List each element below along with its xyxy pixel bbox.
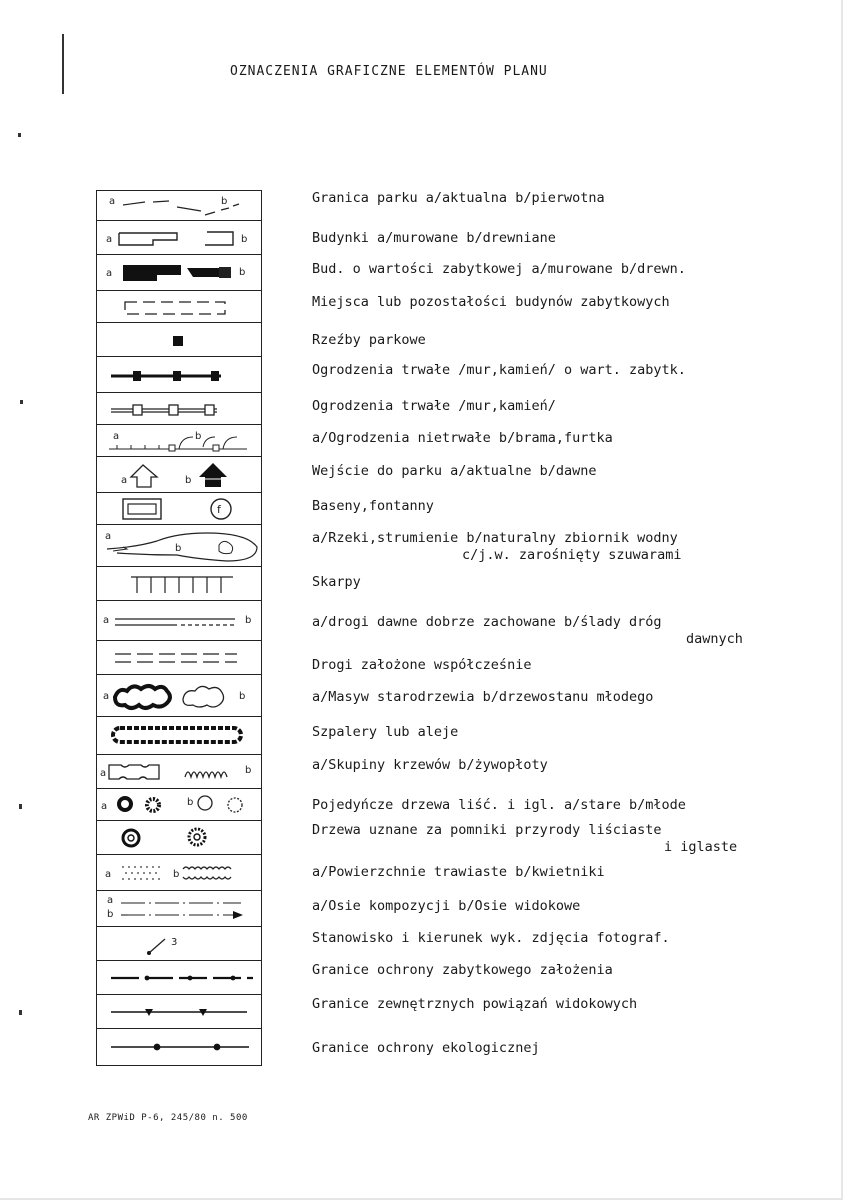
modern-roads-icon (97, 641, 261, 675)
permanent-fence-icon (97, 393, 261, 425)
temporary-fence-gate-icon (97, 425, 261, 457)
svg-text:b: b (239, 267, 246, 278)
legend-desc-13: a/drogi dawne dobrze zachowane b/ślady dróg (312, 614, 662, 630)
ecological-protection-boundary-icon (97, 1029, 261, 1065)
legend-desc-19: Drzewa uznane za pomniki przyrody liściaste (312, 822, 662, 838)
legend-desc-15: a/Masyw starodrzewia b/drzewostanu młodego (312, 689, 654, 705)
legend-desc-3: Bud. o wartości zabytkowej a/murowane b/drewn. (312, 261, 686, 277)
svg-text:b: b (239, 691, 246, 702)
park-entrance-icon (97, 457, 261, 493)
legend-desc-7: Ogrodzenia trwałe /mur,kamień/ (312, 398, 556, 414)
svg-text:a: a (107, 895, 114, 906)
svg-text:a: a (105, 869, 112, 880)
svg-text:a: a (113, 431, 120, 442)
legend-symbol-column (96, 190, 262, 1066)
legend-desc-22: Stanowisko i kierunek wyk. zdjęcia fotograf. (312, 930, 670, 946)
svg-text:a: a (103, 615, 110, 626)
svg-text:b: b (245, 765, 252, 776)
sculpture-icon (97, 323, 261, 357)
svg-text:a: a (101, 801, 108, 812)
svg-text:a: a (121, 475, 128, 486)
margin-speck (19, 1010, 22, 1015)
svg-text:b: b (185, 475, 192, 486)
legend-desc-12: Skarpy (312, 574, 361, 590)
svg-text:b: b (173, 869, 180, 880)
svg-text:b: b (245, 615, 252, 626)
legend-desc-5: Rzeźby parkowe (312, 332, 426, 348)
axes-icon (97, 891, 261, 927)
page-title: OZNACZENIA GRAFICZNE ELEMENTÓW PLANU (230, 64, 548, 79)
legend-desc-25: Granice ochrony ekologicznej (312, 1040, 540, 1056)
legend-desc-11b: c/j.w. zarośnięty szuwarami (462, 547, 682, 563)
legend-desc-11: a/Rzeki,strumienie b/naturalny zbiornik wodny (312, 530, 678, 546)
svg-text:3: 3 (171, 937, 178, 948)
avenue-icon (97, 717, 261, 755)
lawn-flowerbed-icon (97, 855, 261, 891)
legend-desc-24: Granice zewnętrznych powiązań widokowych (312, 996, 638, 1012)
svg-text:a: a (105, 531, 112, 542)
legend-desc-9: Wejście do parku a/aktualne b/dawne (312, 463, 597, 479)
svg-text:b: b (187, 797, 194, 808)
legend-desc-1: Granica parku a/aktualna b/pierwotna (312, 190, 605, 206)
park-boundary-icon (97, 191, 261, 221)
margin-speck (19, 804, 22, 809)
legend-desc-18: Pojedyńcze drzewa liść. i igl. a/stare b/młode (312, 797, 686, 813)
legend-desc-6: Ogrodzenia trwałe /mur,kamień/ o wart. zabytk. (312, 362, 686, 378)
legend-desc-20: a/Powierzchnie trawiaste b/kwietniki (312, 864, 605, 880)
photo-position-icon (97, 927, 261, 961)
footer-code: AR ZPWiD P-6, 245/80 n. 500 (88, 1113, 248, 1123)
building-remains-icon (97, 291, 261, 323)
legend-desc-8: a/Ogrodzenia nietrwałe b/brama,furtka (312, 430, 613, 446)
view-relations-boundary-icon (97, 995, 261, 1029)
svg-text:b: b (107, 909, 114, 920)
svg-text:b: b (221, 196, 228, 207)
legend-desc-2: Budynki a/murowane b/drewniane (312, 230, 556, 246)
shrubs-hedges-icon (97, 755, 261, 789)
heritage-protection-boundary-icon (97, 961, 261, 995)
svg-text:a: a (103, 691, 110, 702)
legend-desc-14: Drogi założone współcześnie (312, 657, 532, 673)
svg-text:b: b (195, 431, 202, 442)
svg-text:f: f (217, 503, 221, 516)
historic-buildings-icon (97, 255, 261, 291)
water-icon (97, 525, 261, 567)
svg-text:a: a (109, 196, 116, 207)
svg-text:a: a (106, 234, 113, 245)
svg-text:b: b (241, 234, 248, 245)
margin-line (62, 34, 64, 94)
legend-desc-10: Baseny,fontanny (312, 498, 434, 514)
legend-desc-4: Miejsca lub pozostałości budynów zabytkowych (312, 294, 670, 310)
svg-text:b: b (175, 543, 182, 554)
legend-desc-16: Szpalery lub aleje (312, 724, 459, 740)
legend-desc-19b: i iglaste (664, 839, 738, 855)
single-trees-icon (97, 789, 261, 821)
old-roads-icon (97, 601, 261, 641)
legend-desc-13b: dawnych (686, 631, 743, 647)
tree-mass-icon (97, 675, 261, 717)
legend-desc-17: a/Skupiny krzewów b/żywopłoty (312, 757, 548, 773)
svg-text:a: a (106, 268, 113, 279)
legend-desc-21: a/Osie kompozycji b/Osie widokowe (312, 898, 581, 914)
margin-speck (20, 400, 23, 404)
svg-text:a: a (100, 768, 107, 779)
pool-fountain-icon (97, 493, 261, 525)
historic-fence-icon (97, 357, 261, 393)
escarpment-icon (97, 567, 261, 601)
buildings-icon (97, 221, 261, 255)
legend-desc-23: Granice ochrony zabytkowego założenia (312, 962, 613, 978)
monument-trees-icon (97, 821, 261, 855)
margin-speck (18, 133, 21, 137)
